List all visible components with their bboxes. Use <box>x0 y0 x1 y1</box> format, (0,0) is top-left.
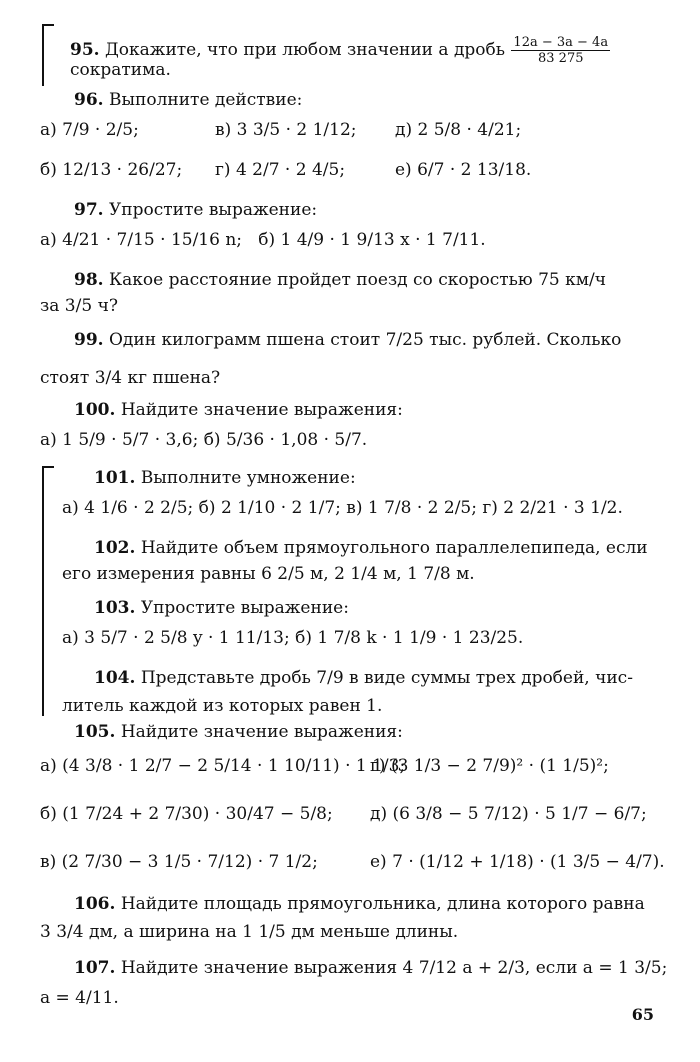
problem-106: 106. Найдите площадь прямоугольника, длина которого равна <box>74 894 645 914</box>
problem-103: 103. Упростите выражение: <box>94 598 349 618</box>
problem-103-items: а) 3 5/7 · 2 5/8 y · 1 11/13; б) 1 7/8 k · 1 1/9 · 1 23/25. <box>62 628 524 648</box>
problem-105: 105. Найдите значение выражения: <box>74 722 403 742</box>
problem-102-cont: его измерения равны 6 2/5 м, 2 1/4 м, 1 7/8 м. <box>62 564 475 584</box>
margin-bracket-101-104 <box>42 466 54 716</box>
problem-107: 107. Найдите значение выражения 4 7/12 a + 2/3, если a = 1 3/5; <box>74 958 668 978</box>
problem-98-cont: за 3/5 ч? <box>40 296 118 316</box>
problem-100-items: а) 1 5/9 · 5/7 · 3,6; б) 5/36 · 1,08 · 5/7. <box>40 430 368 450</box>
problem-105-row2: б) (1 7/24 + 2 7/30) · 30/47 − 5/8; д) (6 3/8 − 5 7/12) · 5 1/7 − 6/7; <box>40 804 647 824</box>
problem-100: 100. Найдите значение выражения: <box>74 400 403 420</box>
problem-105-row3: в) (2 7/30 − 3 1/5 · 7/12) · 7 1/2; е) 7 · (1/12 + 1/18) · (1 3/5 − 4/7). <box>40 852 665 872</box>
problem-97: 97. Упростите выражение: <box>74 200 318 220</box>
problem-99-cont: стоят 3/4 кг пшена? <box>40 368 221 388</box>
problem-105-row1: а) (4 3/8 · 1 2/7 − 2 5/14 · 1 10/11) · 1 1/3;г) (3 1/3 − 2 7/9)² · (1 1/5)²; <box>40 756 609 776</box>
problem-97-items: а) 4/21 · 7/15 · 15/16 n; б) 1 4/9 · 1 9/13 x · 1 7/11. <box>40 230 486 250</box>
problem-101: 101. Выполните умножение: <box>94 468 356 488</box>
problem-96-row2: б) 12/13 · 26/27; г) 4 2/7 · 2 4/5; е) 6/7 · 2 13/18. <box>40 160 532 180</box>
problem-104: 104. Представьте дробь 7/9 в виде суммы трех дробей, чис- <box>94 668 633 688</box>
problem-98: 98. Какое расстояние пройдет поезд со скоростью 75 км/ч <box>74 270 606 290</box>
page-number: 65 <box>631 1005 654 1024</box>
problem-95-cont: сократима. <box>70 60 171 80</box>
problem-96-row1: а) 7/9 · 2/5; в) 3 3/5 · 2 1/12; д) 2 5/8 · 4/21; <box>40 120 522 140</box>
problem-107-cont: a = 4/11. <box>40 988 119 1008</box>
problem-95: 95. Докажите, что при любом значении a дробь $\frac{12a - 3a - 4a}{83 275}$ <box>70 35 609 66</box>
problem-104-cont: литель каждой из которых равен 1. <box>62 696 383 716</box>
problem-99: 99. Один килограмм пшена стоит 7/25 тыс. рублей. Сколько <box>74 330 622 350</box>
problem-102: 102. Найдите объем прямоугольного параллелепипеда, если <box>94 538 648 558</box>
margin-bracket-95 <box>42 24 54 86</box>
problem-106-cont: 3 3/4 дм, а ширина на 1 1/5 дм меньше длины. <box>40 922 459 942</box>
problem-96: 96. Выполните действие: <box>74 90 303 110</box>
problem-101-items: а) 4 1/6 · 2 2/5; б) 2 1/10 · 2 1/7; в) 1 7/8 · 2 2/5; г) 2 2/21 · 3 1/2. <box>62 498 623 518</box>
